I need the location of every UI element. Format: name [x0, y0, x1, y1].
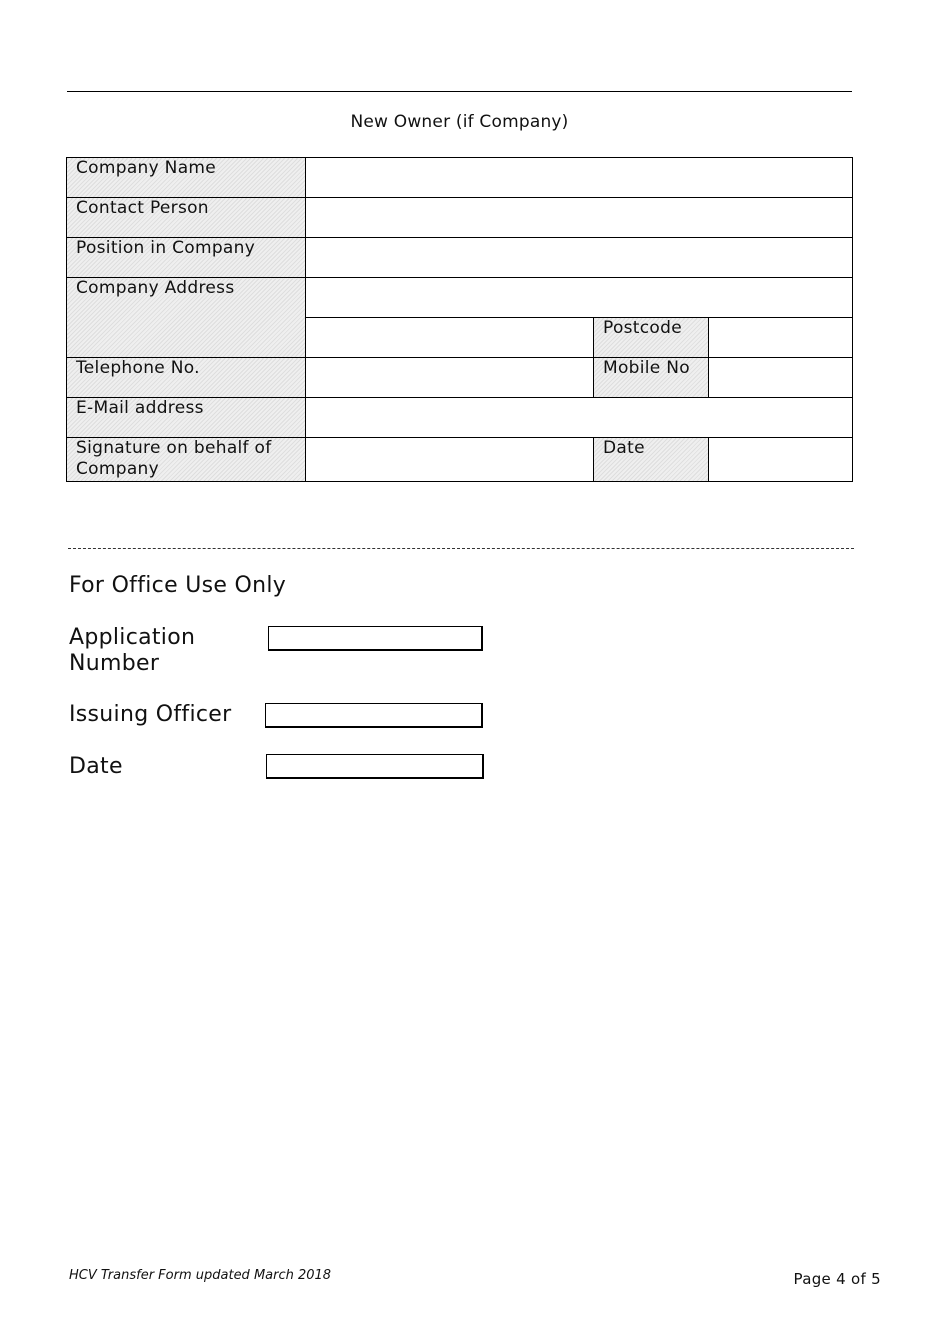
mobile-label: Mobile No — [594, 358, 709, 398]
telephone-label: Telephone No. — [67, 358, 306, 398]
position-label: Position in Company — [67, 238, 306, 278]
application-number-label: Application Number — [69, 625, 196, 676]
contact-person-row — [67, 198, 853, 238]
cut-line-divider — [68, 548, 854, 549]
new-owner-company-table — [66, 157, 853, 482]
issuing-officer-label: Issuing Officer — [69, 702, 232, 727]
email-label: E-Mail address — [67, 398, 306, 438]
mobile-field[interactable] — [709, 358, 853, 398]
signature-date-field[interactable] — [709, 438, 853, 482]
footer-page-number: Page 4 of 5 — [793, 1270, 881, 1288]
office-date-label: Date — [69, 754, 123, 779]
telephone-row — [67, 358, 853, 398]
email-field[interactable] — [306, 398, 853, 438]
company-name-row — [67, 158, 853, 198]
application-number-field[interactable] — [268, 626, 483, 651]
signature-date-label: Date — [594, 438, 709, 482]
company-address-line-1-field[interactable] — [306, 278, 853, 318]
contact-person-field[interactable] — [306, 198, 853, 238]
contact-person-label: Contact Person — [67, 198, 306, 238]
office-use-title: For Office Use Only — [69, 573, 287, 598]
signature-row — [67, 438, 853, 482]
email-row — [67, 398, 853, 438]
office-date-field[interactable] — [266, 754, 484, 779]
address-row-1 — [67, 278, 853, 318]
company-name-label: Company Name — [67, 158, 306, 198]
telephone-field[interactable] — [306, 358, 594, 398]
company-name-field[interactable] — [306, 158, 853, 198]
company-address-line-2-field[interactable] — [306, 318, 594, 358]
postcode-label: Postcode — [594, 318, 709, 358]
position-field[interactable] — [306, 238, 853, 278]
issuing-officer-field[interactable] — [265, 703, 483, 728]
position-row — [67, 238, 853, 278]
section-title: New Owner (if Company) — [350, 112, 569, 132]
signature-field[interactable] — [306, 438, 594, 482]
footer-form-name: HCV Transfer Form updated March 2018 — [69, 1268, 332, 1283]
company-address-label: Company Address — [67, 278, 306, 358]
postcode-field[interactable] — [709, 318, 853, 358]
signature-label: Signature on behalf of Company — [67, 438, 306, 482]
top-divider — [67, 91, 852, 92]
